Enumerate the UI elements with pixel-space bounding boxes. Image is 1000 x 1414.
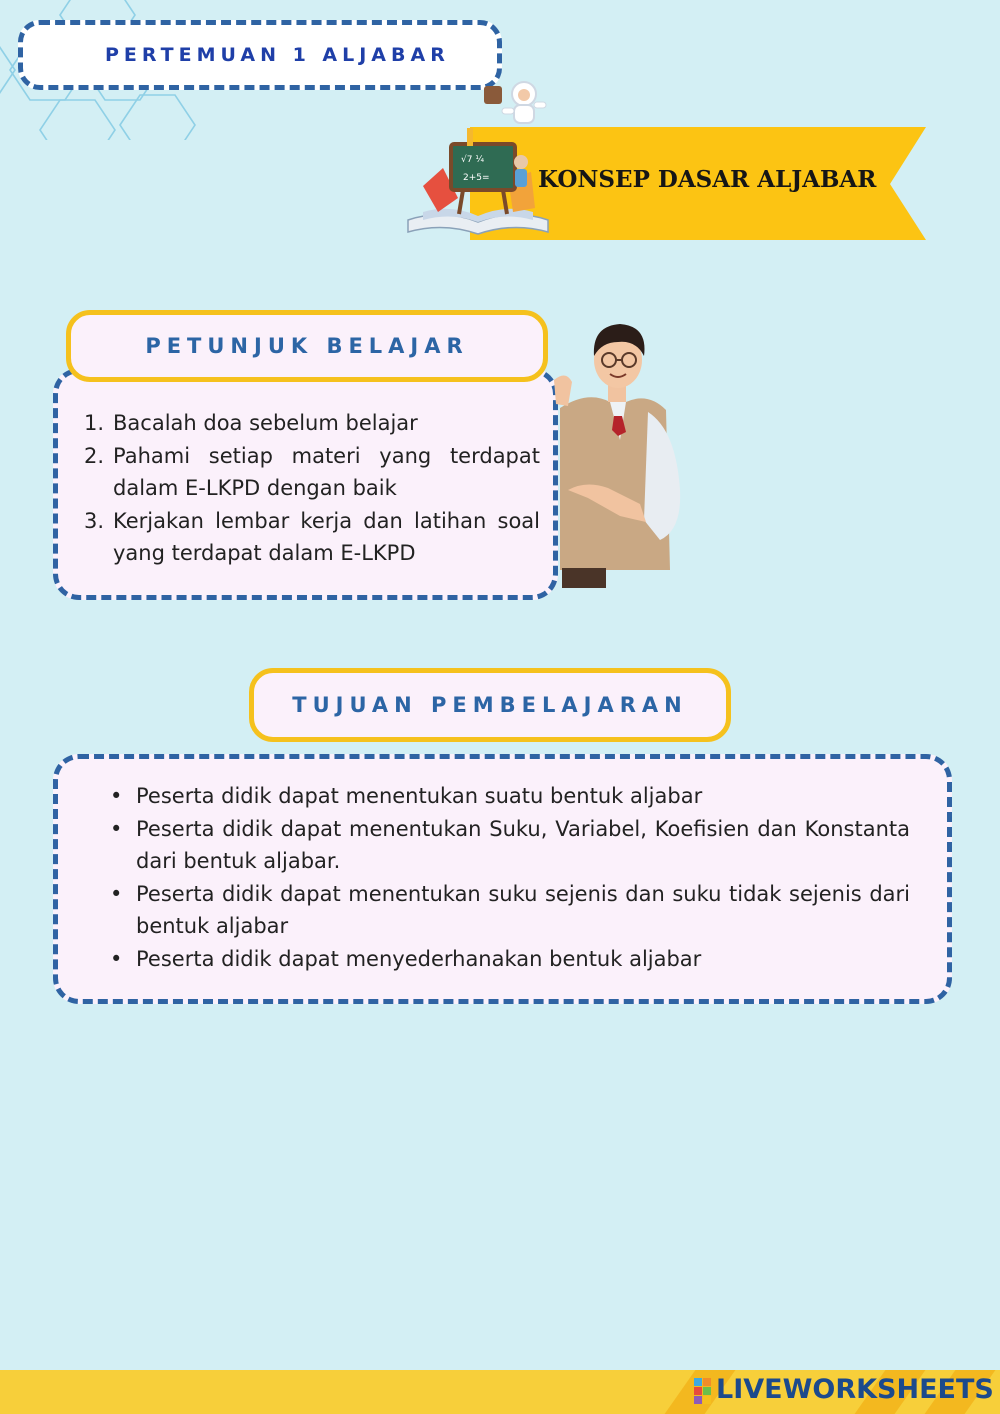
tujuan-box	[53, 754, 952, 1004]
top-title-box	[18, 20, 502, 90]
tujuan-heading: TUJUAN PEMBELAJARAN	[292, 693, 688, 717]
list-item: • Peserta didik dapat menentukan suku sejenis dan suku tidak sejenis dari bentuk aljabar	[110, 881, 910, 938]
petunjuk-box	[53, 368, 558, 600]
petunjuk-heading: PETUNJUK BELAJAR	[145, 334, 469, 358]
list-item: 3. Kerjakan lembar kerja dan latihan soal yang terdapat dalam E-LKPD	[84, 508, 540, 565]
svg-text:√7 ¼: √7 ¼	[461, 155, 485, 165]
liveworksheets-logo-icon	[694, 1378, 712, 1406]
svg-text:2+5=: 2+5=	[463, 173, 490, 183]
list-item: • Peserta didik dapat menyederhanakan bentuk aljabar	[110, 946, 702, 971]
liveworksheets-logo[interactable]: LIVEWORKSHEETS	[716, 1374, 994, 1405]
astronaut-illustration	[480, 78, 552, 132]
teacher-illustration	[548, 320, 688, 590]
petunjuk-heading-box	[66, 310, 548, 382]
tujuan-heading-box	[249, 668, 731, 742]
list-item: • Peserta didik dapat menentukan suatu bentuk aljabar	[110, 784, 703, 808]
list-item: 1. Bacalah doa sebelum belajar	[84, 411, 418, 435]
top-title: PERTEMUAN 1 ALJABAR	[105, 44, 450, 66]
petunjuk-list	[84, 407, 540, 570]
banner-title: KONSEP DASAR ALJABAR	[538, 166, 877, 193]
tujuan-list	[110, 780, 910, 975]
list-item: 2. Pahami setiap materi yang terdapat dalam E-LKPD dengan baik	[84, 443, 540, 500]
list-item: • Peserta didik dapat menentukan Suku, Variabel, Koefisien dan Konstanta dari bentuk aljabar.	[110, 816, 910, 873]
book-chalkboard-illustration	[403, 128, 553, 238]
